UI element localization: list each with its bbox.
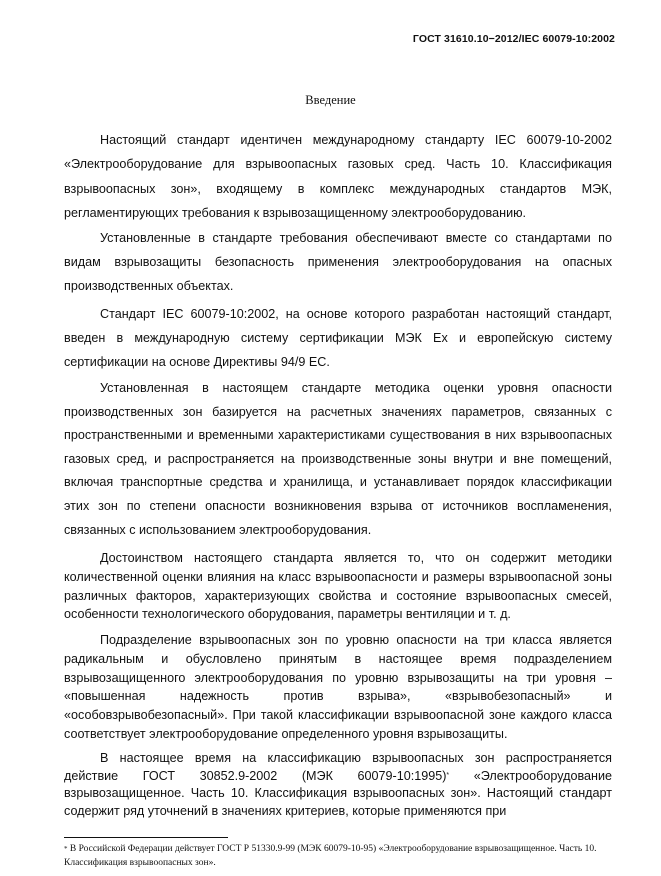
paragraph-2-text: Установленные в стандарте требования обеспечивают вместе со стандартами по видам взрывозащиты безопасность применения электрооборудования на опасных производственных объектах. <box>64 231 612 293</box>
paragraph-5 <box>64 549 612 624</box>
paragraph-7-text-b: «Электрооборудование взрывозащищенное. Часть 10. Классификация взрывоопасных зон». Настоящий стандарт содержит ряд уточнений в значениях критериев, которые применяются при <box>64 768 612 818</box>
footnote-separator <box>64 837 228 838</box>
paragraph-4 <box>64 377 612 542</box>
paragraph-7 <box>64 750 612 820</box>
paragraph-3 <box>64 302 612 374</box>
paragraph-1-text: Настоящий стандарт идентичен международному стандарту IEC 60079-10-2002 «Электрооборудование для взрывоопасных газовых сред. Часть 10. Классификация взрывоопасных зон», входящему в комплекс международных стандартов МЭК, регламентирующих требования к взрывозащищенному электрооборудованию. <box>64 133 612 221</box>
section-title: Введение <box>305 93 356 107</box>
paragraph-3-text: Стандарт IEC 60079-10:2002, на основе которого разработан настоящий стандарт, введен в международную систему сертификации МЭК Ex и европейскую систему сертификации на основе Директивы 94/9 ЕС. <box>64 307 612 369</box>
paragraph-7-text-a: В настоящее время на классификацию взрывоопасных зон распространяется действие ГОСТ 30852.9-2002 (МЭК 60079-10:1995) <box>64 751 612 783</box>
footnote-mark: * <box>64 845 68 853</box>
standard-code-header: ГОСТ 31610.10−2012/IEC 60079-10:2002 <box>412 33 615 45</box>
paragraph-1 <box>64 128 612 226</box>
footnote-reference-mark: * <box>446 771 450 779</box>
paragraph-4-text: Установленная в настоящем стандарте методика оценки уровня опасности производственных зон базируется на расчетных значениях параметров, связанных с пространственными и временными характеристиками существования в них взрывоопасных газовых сред, и распространяется на производственные зоны внутри и вне помещений, включая транспортные средства и хранилища, и устанавливает порядок классификации этих зон по степени опасности возникновения взрыва от источников воспламенения, связанных с использованием электрооборудования. <box>64 381 612 537</box>
footnote <box>64 843 612 870</box>
footnote-text: В Российской Федерации действует ГОСТ Р 51330.9-99 (МЭК 60079-10-95) «Электрооборудование взрывозащищенное. Часть 10. Классификация взрывоопасных зон». <box>64 844 597 868</box>
paragraph-6 <box>64 631 612 744</box>
paragraph-6-text: Подразделение взрывоопасных зон по уровню опасности на три класса является радикальным и обусловлено принятым в настоящее время подразделением взрывозащищенного электрооборудования по уровню взрывозащиты на три уровня – «повышенная надежность против взрыва», «взрывобезопасный» и «особовзрывобезопасный». При такой классификации взрывоопасной зоне каждого класса соответствует электрооборудование определенного уровня взрывозащиты. <box>64 633 612 741</box>
paragraph-5-text: Достоинством настоящего стандарта является то, что он содержит методики количественной оценки влияния на класс взрывоопасности и размеры взрывоопасной зоны различных факторов, характеризующих свойства и состояние взрывоопасных смесей, особенности технологического оборудования, параметры вентиляции и т. д. <box>64 551 612 622</box>
paragraph-2 <box>64 226 612 298</box>
